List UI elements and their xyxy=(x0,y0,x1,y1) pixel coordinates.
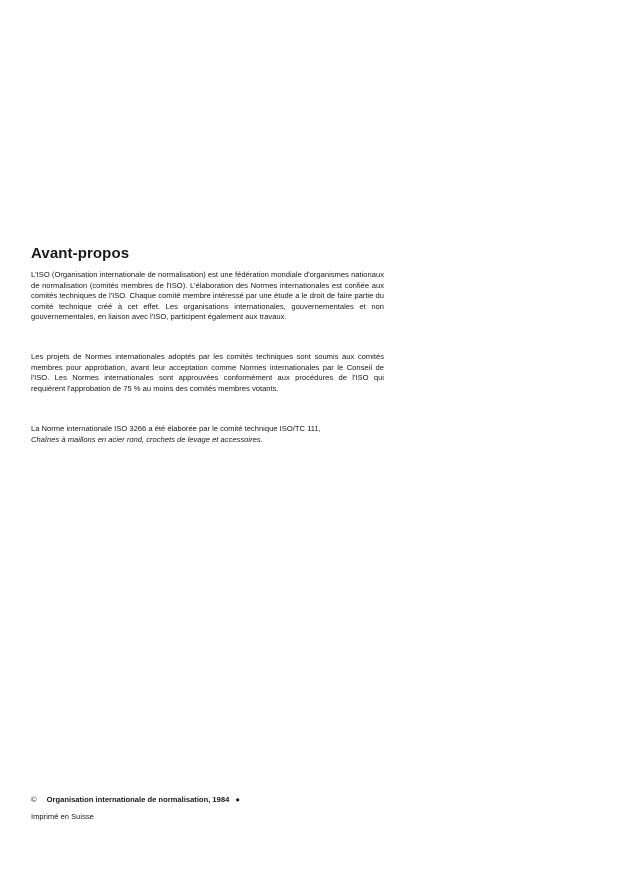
page-title: Avant-propos xyxy=(31,245,130,262)
foreword-paragraph-3 xyxy=(31,424,384,445)
paragraph-3-text: La Norme internationale ISO 3266 a été élaborée par le comité technique ISO/TC 111, xyxy=(31,424,321,433)
copyright-line xyxy=(31,795,240,804)
committee-title: Chaînes à maillons en acier rond, crochets de levage et accessoires. xyxy=(31,434,263,444)
copyright-text: Organisation internationale de normalisation, 1984 xyxy=(46,795,230,804)
bullet-icon: ● xyxy=(235,795,240,804)
foreword-paragraph-1: L'ISO (Organisation internationale de normalisation) est une fédération mondiale d'organismes nationaux de normalisation (comités membres de l'ISO). L'élaboration des Normes internationales est confiée aux comités techniques de l'ISO. Chaque comité membre intéressé par une étude a le droit de faire partie du comité technique créé à cet effet. Les organisations internationales, gouvernementales et non gouvernementales, en liaison avec l'ISO, participent également aux travaux. xyxy=(31,270,384,322)
foreword-paragraph-2: Les projets de Normes internationales adoptés par les comités techniques sont soumis aux comités membres pour approbation, avant leur acceptation comme Normes internationales par le Conseil de l'ISO. Les Normes internationales sont approuvées conformément aux procédures de l'ISO qui requièrent l'approbation de 75 % au moins des comités membres votants. xyxy=(31,352,384,393)
printed-in-line: Imprimé en Suisse xyxy=(31,812,94,821)
copyright-icon: © xyxy=(31,795,37,804)
